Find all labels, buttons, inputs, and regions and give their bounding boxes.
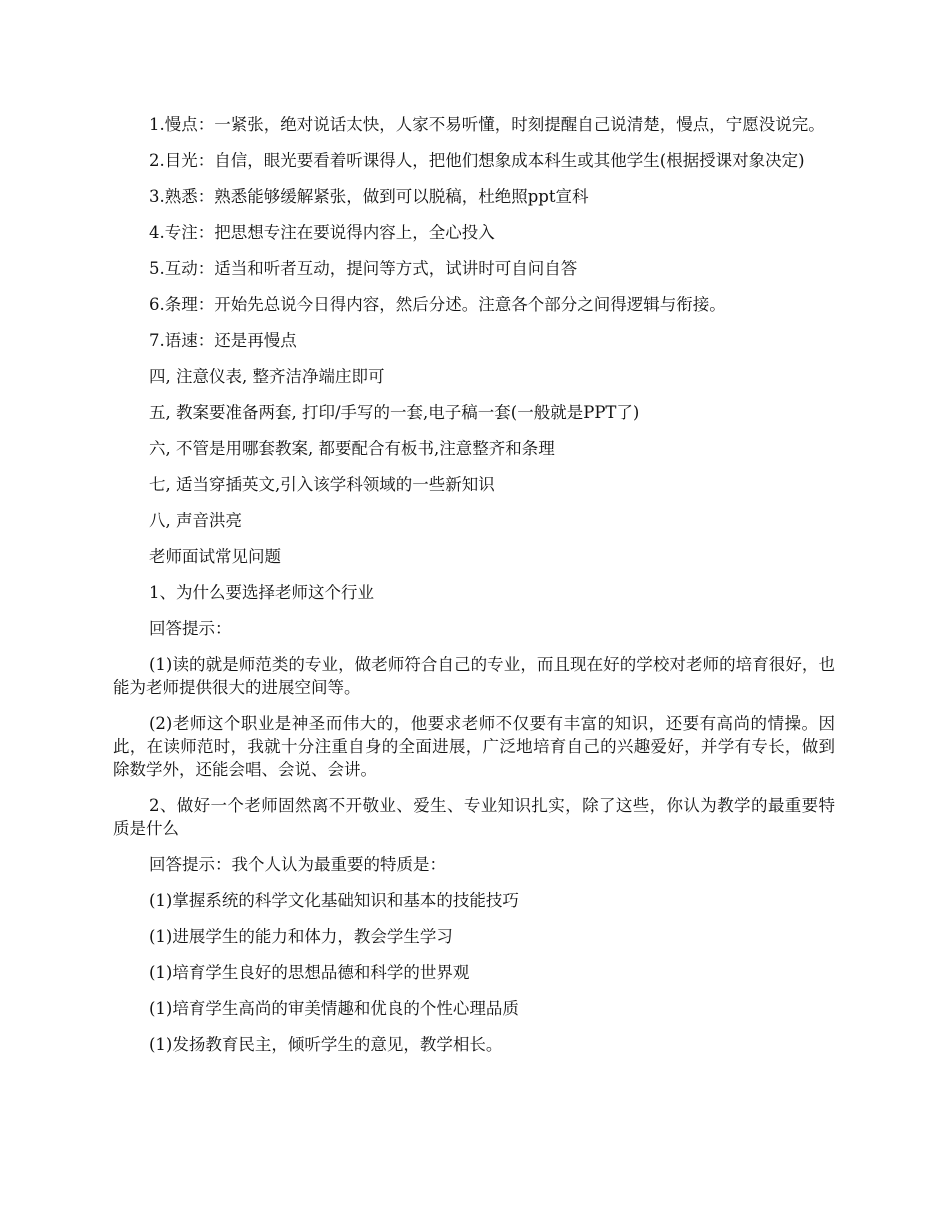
trait-item: (1)培育学生高尚的审美情趣和优良的个性心理品质 (149, 999, 519, 1018)
paragraph-tip-familiar: 3.熟悉：熟悉能够缓解紧张，做到可以脱稿，杜绝照ppt宣科 (149, 187, 589, 206)
paragraph-section-four: 四, 注意仪表, 整齐洁净端庄即可 (149, 367, 385, 386)
paragraph-tip-eye-contact: 2.目光：自信，眼光要看着听课得人，把他们想象成本科生或其他学生(根据授课对象决定) (149, 151, 805, 170)
question-one: 1、为什么要选择老师这个行业 (149, 583, 374, 602)
paragraph-tip-focus: 4.专注：把思想专注在要说得内容上，全心投入 (149, 223, 495, 242)
paragraph-tip-interaction: 5.互动：适当和听者互动，提问等方式，试讲时可自问自答 (149, 259, 578, 278)
trait-item: (1)进展学生的能力和体力，教会学生学习 (149, 927, 453, 946)
answer-point-2: (2)老师这个职业是神圣而伟大的，他要求老师不仅要有丰富的知识，还要有高尚的情操。因此，在读师范时，我就十分注重自身的全面进展，广泛地培育自己的兴趣爱好，并学有专长，做到除数学外，还能会唱、会说、会讲。 (113, 714, 835, 779)
trait-item: (1)培育学生良好的思想品德和科学的世界观 (149, 963, 470, 982)
paragraph-tip-slow: 1.慢点：一紧张，绝对说话太快，人家不易听懂，时刻提醒自己说清楚，慢点，宁愿没说完。 (149, 115, 825, 134)
answer-hint-intro: 回答提示：我个人认为最重要的特质是： (149, 855, 446, 874)
paragraph-tip-speed: 7.语速：还是再慢点 (149, 331, 297, 350)
paragraph-tip-structure: 6.条理：开始先总说今日得内容，然后分述。注意各个部分之间得逻辑与衔接。 (149, 295, 726, 314)
trait-item: (1)掌握系统的科学文化基础知识和基本的技能技巧 (149, 891, 519, 910)
paragraph-section-seven: 七, 适当穿插英文,引入该学科领域的一些新知识 (149, 475, 495, 494)
answer-point-1: (1)读的就是师范类的专业，做老师符合自己的专业，而且现在好的学校对老师的培育很好，也能为老师提供很大的进展空间等。 (113, 655, 835, 697)
paragraph-section-six: 六, 不管是用哪套教案, 都要配合有板书,注意整齐和条理 (149, 439, 555, 458)
question-two: 2、做好一个老师固然离不开敬业、爱生、专业知识扎实，除了这些，你认为教学的最重要特质是什么 (113, 796, 835, 838)
paragraph-section-five: 五, 教案要准备两套, 打印/手写的一套,电子稿一套(一般就是PPT了) (149, 403, 640, 422)
paragraph-section-eight: 八, 声音洪亮 (149, 511, 242, 530)
section-heading-interview-questions: 老师面试常见问题 (149, 547, 281, 566)
document-body (113, 113, 835, 1069)
answer-hint-label: 回答提示： (149, 619, 232, 638)
trait-item: (1)发扬教育民主，倾听学生的意见，教学相长。 (149, 1035, 503, 1054)
